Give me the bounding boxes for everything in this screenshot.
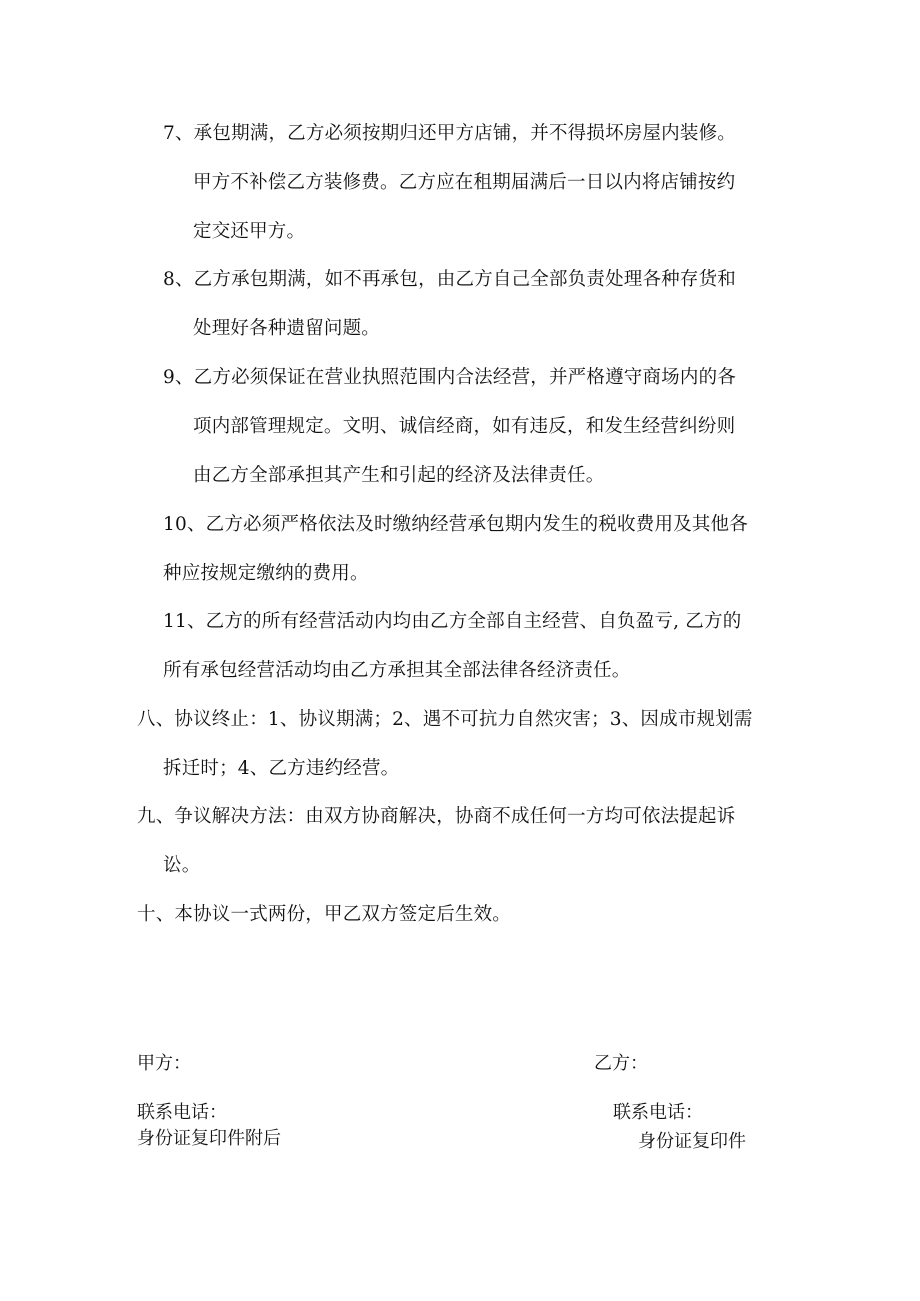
party-a-label: 甲方： — [137, 1053, 191, 1074]
clause-9-line-2: 项内部管理规定。文明、诚信经商，如有违反，和发生经营纠纷则 — [193, 416, 736, 437]
clause-7-line-2: 甲方不补偿乙方装修费。乙方应在租期届满后一日以内将店铺按约 — [193, 172, 736, 193]
party-b-id-copy: 身份证复印件 — [638, 1131, 746, 1152]
section-9-line-2: 讼。 — [163, 855, 201, 876]
party-b-phone-label: 联系电话： — [613, 1102, 703, 1123]
section-8-line-2: 拆迁时；4、乙方违约经营。 — [163, 758, 400, 779]
section-8-line-1: 八、协议终止：1、协议期满；2、遇不可抗力自然灾害；3、因成市规划需 — [137, 709, 753, 730]
clause-9-line-3: 由乙方全部承担其产生和引起的经济及法律责任。 — [193, 465, 605, 486]
clause-11-line-1: 11、乙方的所有经营活动内均由乙方全部自主经营、自负盈亏, 乙方的 — [163, 611, 742, 632]
clause-7-line-3: 定交还甲方。 — [193, 221, 306, 242]
clause-10-line-2: 种应按规定缴纳的费用。 — [163, 563, 369, 584]
section-10-line-1: 十、本协议一式两份，甲乙双方签定后生效。 — [137, 904, 512, 925]
clause-7-line-1: 7、承包期满，乙方必须按期归还甲方店铺，并不得损坏房屋内装修。 — [163, 123, 736, 144]
clause-11-line-2: 所有承包经营活动均由乙方承担其全部法律各经济责任。 — [163, 660, 631, 681]
section-9-line-1: 九、争议解决方法：由双方协商解决，协商不成任何一方均可依法提起诉 — [137, 806, 736, 827]
clause-8-line-2: 处理好各种遗留问题。 — [193, 318, 381, 339]
clause-8-line-1: 8、乙方承包期满，如不再承包，由乙方自己全部负责处理各种存货和 — [163, 269, 736, 290]
clause-9-line-1: 9、乙方必须保证在营业执照范围内合法经营，并严格遵守商场内的各 — [163, 367, 736, 388]
party-a-id-copy: 身份证复印件附后 — [137, 1128, 281, 1149]
party-a-phone-label: 联系电话： — [137, 1102, 227, 1123]
party-b-label: 乙方： — [594, 1053, 648, 1074]
clause-10-line-1: 10、乙方必须严格依法及时缴纳经营承包期内发生的税收费用及其他各 — [163, 514, 748, 535]
